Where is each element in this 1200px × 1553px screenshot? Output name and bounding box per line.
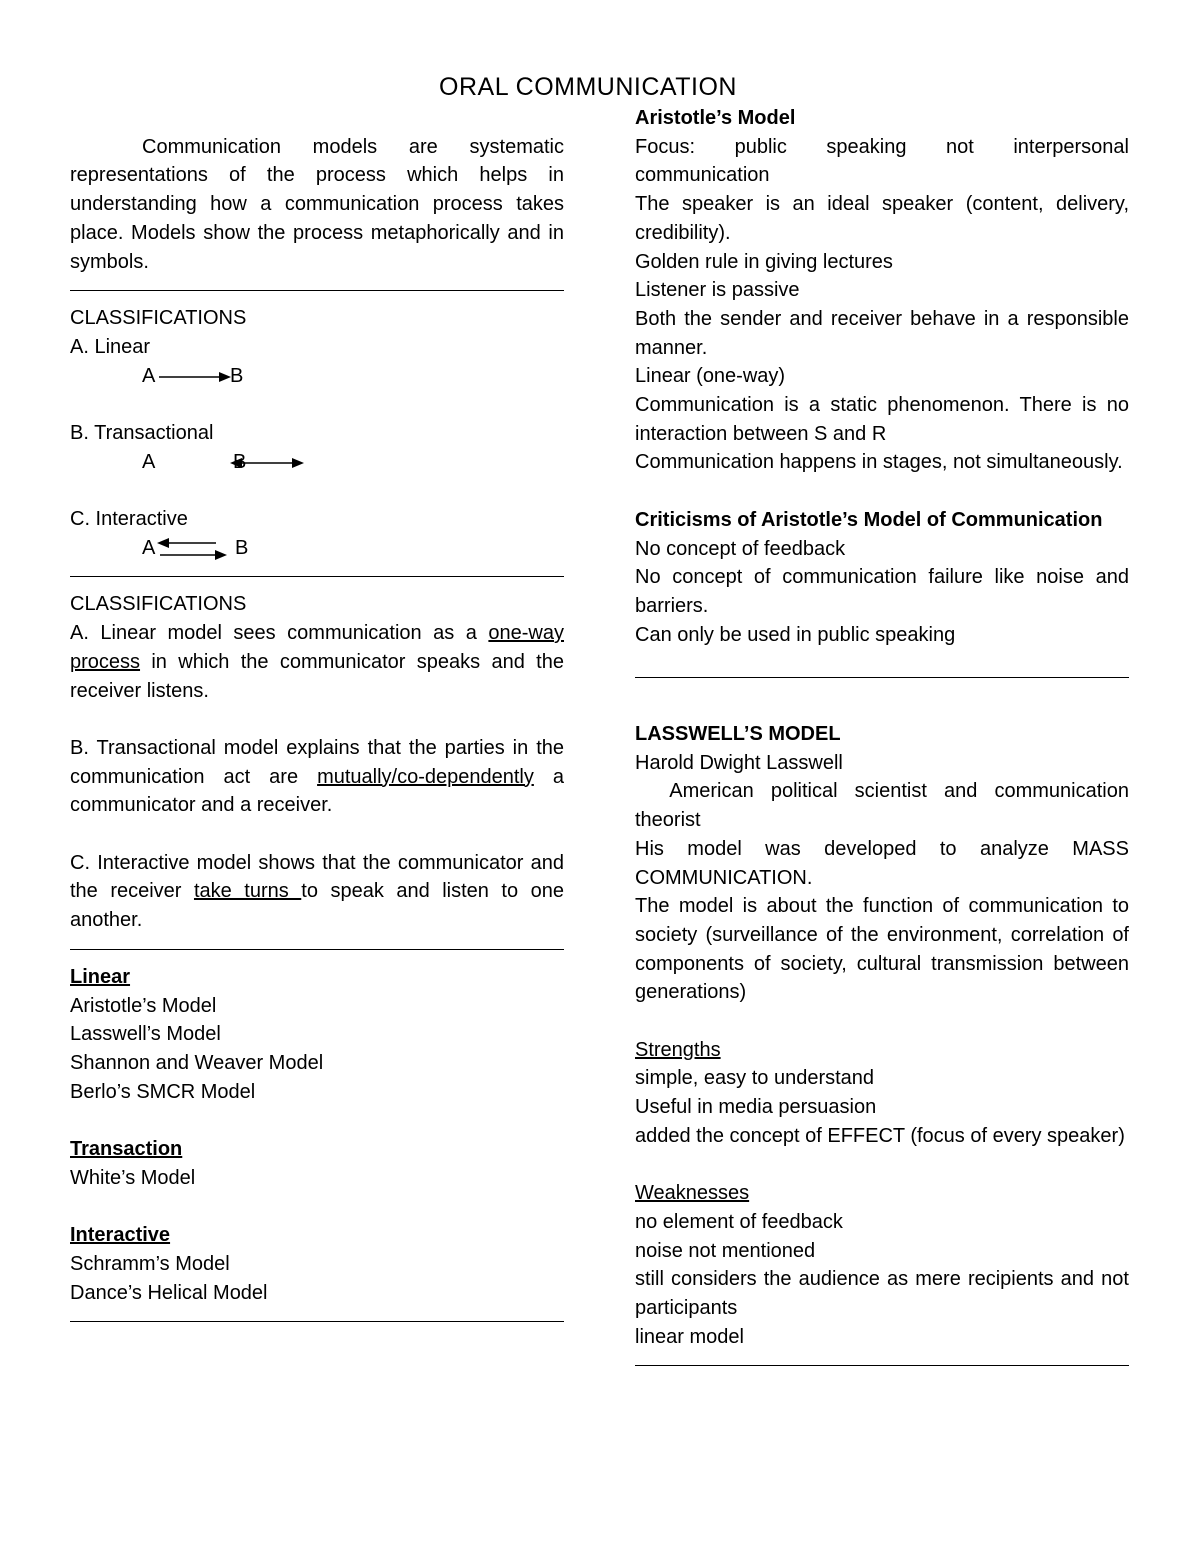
- lasswell-line: The model is about the function of communication to society (surveillance of the environment, correlation of components of society, cultural transmission between generations): [635, 895, 1129, 1004]
- divider: [70, 290, 564, 291]
- node-a: A: [142, 364, 156, 387]
- interactive-definition: C. Interactive model shows that the communicator and the receiver take turns to speak and listen to one another.: [70, 851, 564, 932]
- node-b: B: [233, 450, 247, 473]
- strength-line: Useful in media persuasion: [635, 1096, 877, 1119]
- list-item: Berlo’s SMCR Model: [70, 1080, 256, 1103]
- list-item: Lasswell’s Model: [70, 1023, 221, 1046]
- two-way-arrow-icon: [70, 448, 310, 476]
- list-item: Aristotle’s Model: [70, 994, 217, 1017]
- interactive-label: C. Interactive: [70, 508, 188, 531]
- aristotle-line: Focus: public speaking not interpersonal communication: [635, 135, 1129, 187]
- classifications-heading: CLASSIFICATIONS: [70, 307, 247, 330]
- list-item: White’s Model: [70, 1166, 196, 1189]
- strength-line: simple, easy to understand: [635, 1067, 875, 1090]
- right-column: [635, 104, 1135, 1379]
- node-a: A: [142, 536, 156, 559]
- left-column: [70, 104, 564, 1335]
- divider: [635, 1365, 1129, 1366]
- aristotle-line: Golden rule in giving lectures: [635, 250, 893, 273]
- lasswell-line: American political scientist and communication theorist: [635, 780, 1135, 832]
- weakness-line: linear model: [635, 1325, 744, 1348]
- criticisms-heading: Criticisms of Aristotle’s Model of Communication: [635, 508, 1103, 531]
- classifications-heading-2: CLASSIFICATIONS: [70, 593, 247, 616]
- interactive-diagram: [70, 534, 564, 563]
- divider: [70, 576, 564, 577]
- aristotle-heading: Aristotle’s Model: [635, 107, 796, 129]
- aristotle-line: Communication happens in stages, not simultaneously.: [635, 451, 1123, 474]
- lasswell-line: Harold Dwight Lasswell: [635, 751, 843, 774]
- transactional-diagram: [70, 448, 564, 477]
- intro-paragraph: Communication models are systematic representations of the process which helps in understanding how a communication process takes place. Models show the process metaphorically and in symbols.: [70, 135, 564, 273]
- node-a: A: [142, 450, 156, 473]
- divider: [70, 1321, 564, 1322]
- aristotle-line: Linear (one-way): [635, 365, 786, 388]
- divider: [635, 677, 1129, 678]
- list-item: Dance’s Helical Model: [70, 1281, 268, 1304]
- node-b: B: [235, 536, 249, 559]
- criticism-line: No concept of feedback: [635, 537, 846, 560]
- transactional-label: B. Transactional: [70, 421, 214, 444]
- group-heading-linear: Linear: [70, 965, 131, 988]
- turn-taking-arrows-icon: [70, 534, 310, 562]
- linear-definition: A. Linear model sees communication as a one-way process in which the communicator speaks and the receiver listens.: [70, 622, 564, 702]
- weakness-line: no element of feedback: [635, 1210, 843, 1233]
- node-b: B: [230, 364, 244, 387]
- group-heading-interactive: Interactive: [70, 1224, 171, 1247]
- lasswell-line: His model was developed to analyze MASS COMMUNICATION.: [635, 837, 1129, 889]
- strengths-heading: Strengths: [635, 1038, 721, 1061]
- group-heading-transaction: Transaction: [70, 1138, 183, 1161]
- lasswell-heading: LASSWELL’S MODEL: [635, 723, 841, 746]
- weakness-line: still considers the audience as mere recipients and not participants: [635, 1268, 1129, 1320]
- criticism-line: Can only be used in public speaking: [635, 623, 956, 646]
- aristotle-line: Listener is passive: [635, 279, 800, 302]
- one-way-arrow-icon: [70, 362, 310, 390]
- transactional-definition: B. Transactional model explains that the parties in the communication act are mutually/co-dependently a communicator and a receiver.: [70, 736, 564, 817]
- page-title: ORAL COMMUNICATION: [439, 73, 737, 101]
- aristotle-line: Both the sender and receiver behave in a responsible manner.: [635, 307, 1129, 359]
- divider: [70, 949, 564, 950]
- aristotle-line: The speaker is an ideal speaker (content, delivery, credibility).: [635, 193, 1129, 244]
- linear-diagram: [70, 362, 564, 391]
- aristotle-line: Communication is a static phenomenon. There is no interaction between S and R: [635, 394, 1129, 445]
- weaknesses-heading: Weaknesses: [635, 1182, 750, 1205]
- list-item: Schramm’s Model: [70, 1252, 230, 1275]
- linear-label: A. Linear: [70, 335, 151, 358]
- list-item: Shannon and Weaver Model: [70, 1051, 324, 1074]
- weakness-line: noise not mentioned: [635, 1239, 816, 1262]
- criticism-line: No concept of communication failure like noise and barriers.: [635, 566, 1129, 617]
- strength-line: added the concept of EFFECT (focus of every speaker): [635, 1124, 1125, 1147]
